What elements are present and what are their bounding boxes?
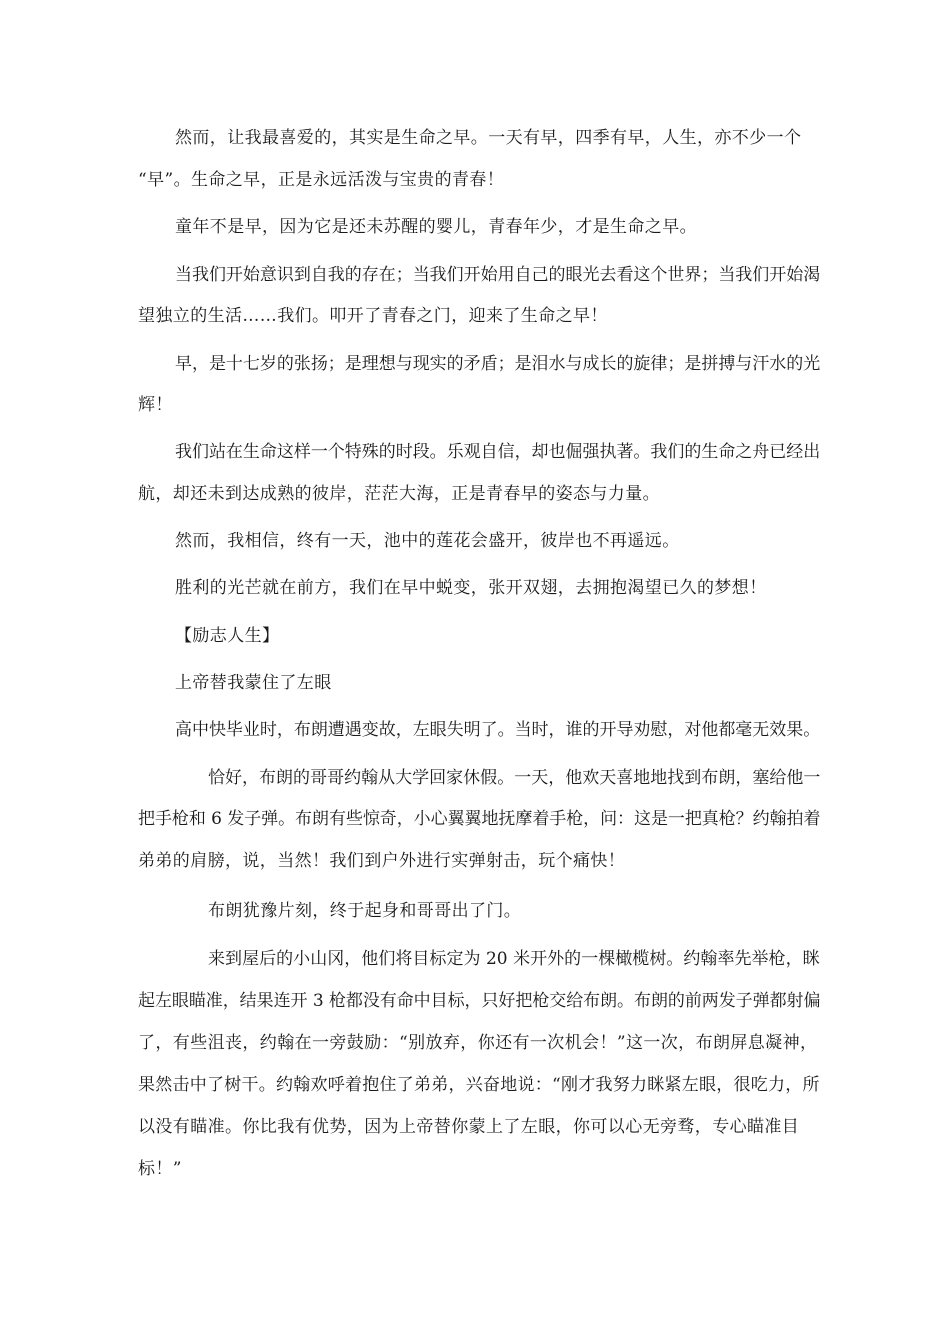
paragraph-line: 胜利的光芒就在前方，我们在早中蜕变，张开双翅，去拥抱渴望已久的梦想！ xyxy=(175,578,767,598)
paragraph-line: 把手枪和 6 发子弹。布朗有些惊奇，小心翼翼地抚摩着手枪，问：这是一把真枪？约翰拍着 xyxy=(138,809,821,829)
paragraph-line: 标！” xyxy=(138,1159,182,1179)
article-title: 上帝替我蒙住了左眼 xyxy=(175,673,332,693)
paragraph-line: 弟弟的肩膀，说，当然！我们到户外进行实弹射击，玩个痛快！ xyxy=(138,851,626,871)
paragraph-line: 早，是十七岁的张扬；是理想与现实的矛盾；是泪水与成长的旋律；是拼搏与汗水的光 xyxy=(175,354,821,374)
section-heading: 【励志人生】 xyxy=(175,626,280,646)
paragraph-line: 来到屋后的小山冈，他们将目标定为 20 米开外的一棵橄榄树。约翰率先举枪，眯 xyxy=(208,949,820,969)
paragraph-line: 以没有瞄准。你比我有优势，因为上帝替你蒙上了左眼，你可以心无旁骛，专心瞄准目 xyxy=(138,1117,800,1137)
paragraph-line: “早”。生命之早，正是永远活泼与宝贵的青春！ xyxy=(138,170,505,190)
paragraph-line: 然而，我相信，终有一天，池中的莲花会盛开，彼岸也不再遥远。 xyxy=(175,531,680,551)
paragraph-line: 果然击中了树干。约翰欢呼着抱住了弟弟，兴奋地说：“刚才我努力眯紧左眼，很吃力，所 xyxy=(138,1075,820,1095)
paragraph-line: 布朗犹豫片刻，终于起身和哥哥出了门。 xyxy=(208,901,522,921)
paragraph-line: 当我们开始意识到自我的存在；当我们开始用自己的眼光去看这个世界；当我们开始渴 xyxy=(175,265,821,285)
paragraph-line: 了，有些沮丧，约翰在一旁鼓励：“别放弃，你还有一次机会！”这一次，布朗屏息凝神， xyxy=(138,1033,818,1053)
paragraph-line: 我们站在生命这样一个特殊的时段。乐观自信，却也倔强执著。我们的生命之舟已经出 xyxy=(175,442,821,462)
paragraph-line: 然而，让我最喜爱的，其实是生命之早。一天有早，四季有早，人生，亦不少一个 xyxy=(175,128,802,148)
paragraph-line: 高中快毕业时，布朗遭遇变故，左眼失明了。当时，谁的开导劝慰，对他都毫无效果。 xyxy=(175,720,821,740)
paragraph-line: 恰好，布朗的哥哥约翰从大学回家休假。一天，他欢天喜地地找到布朗，塞给他一 xyxy=(208,768,821,788)
paragraph-line: 起左眼瞄准，结果连开 3 枪都没有命中目标，只好把枪交给布朗。布朗的前两发子弹都射偏 xyxy=(138,991,821,1011)
paragraph-line: 航，却还未到达成熟的彼岸，茫茫大海，正是青春早的姿态与力量。 xyxy=(138,484,660,504)
paragraph-line: 童年不是早，因为它是还未苏醒的婴儿，青春年少，才是生命之早。 xyxy=(175,217,697,237)
paragraph-line: 辉！ xyxy=(138,395,173,415)
paragraph-line: 望独立的生活……我们。叩开了青春之门，迎来了生命之早！ xyxy=(138,306,608,326)
